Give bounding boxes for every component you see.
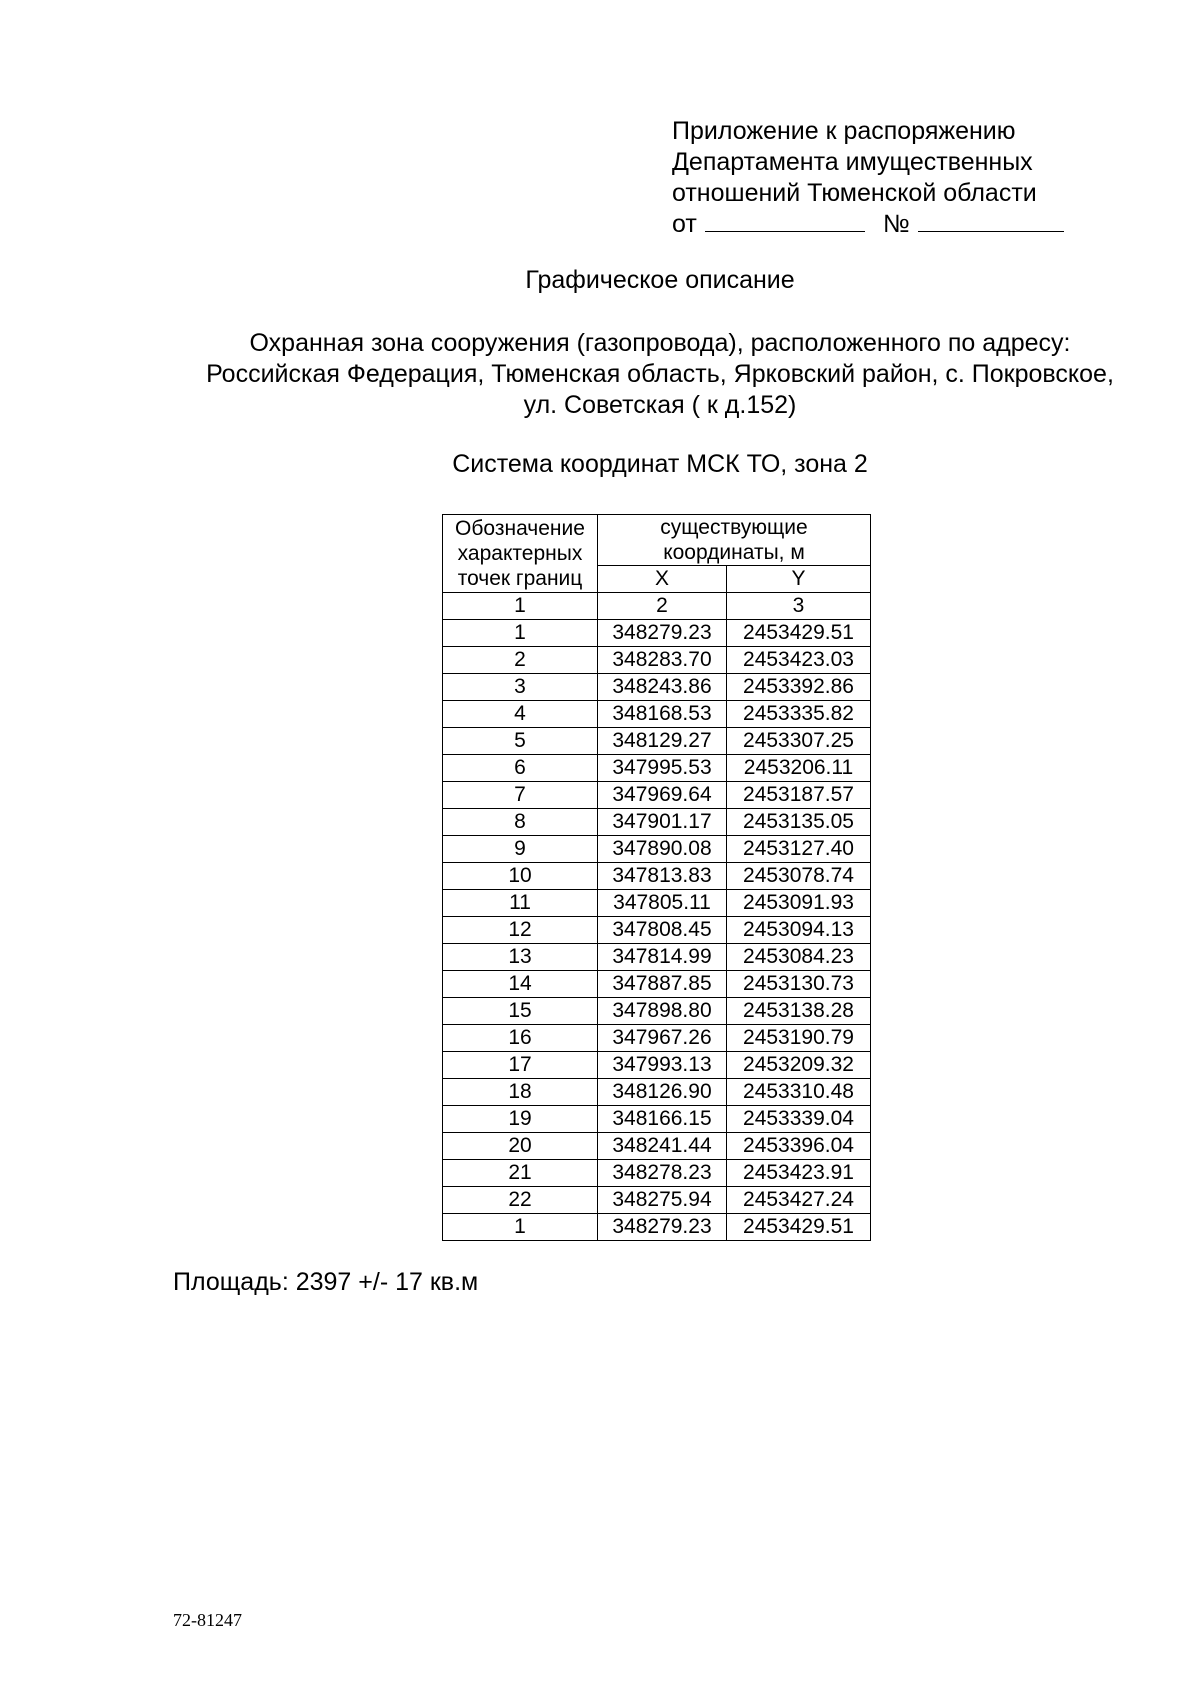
y-coordinate-cell: 2453209.32 [727,1052,871,1079]
header-point-line: характерных [457,542,583,565]
document-title: Графическое описание [525,266,795,294]
y-coordinate-cell: 2453130.73 [727,971,871,998]
y-coordinate-cell: 2453423.91 [727,1160,871,1187]
column-number: 3 [727,593,871,620]
footer-document-code: 72-81247 [173,1610,242,1630]
y-coordinate-cell: 2453392.86 [727,674,871,701]
y-coordinate-cell: 2453427.24 [727,1187,871,1214]
y-coordinate-cell: 2453206.11 [727,755,871,782]
y-coordinate-cell: 2453339.04 [727,1106,871,1133]
number-blank-field [918,209,1064,232]
table-row [443,1106,871,1133]
header-coords-line: координаты, м [663,541,805,564]
x-coordinate-cell: 347890.08 [598,836,727,863]
table-row [443,1187,871,1214]
point-number-cell: 19 [443,1106,598,1133]
table-row [443,647,871,674]
approval-block [672,116,1092,240]
x-coordinate-cell: 347814.99 [598,944,727,971]
header-existing-coordinates [598,515,871,566]
table-row [443,944,871,971]
table-row [443,863,871,890]
y-coordinate-cell: 2453078.74 [727,863,871,890]
table-header-row [443,515,871,566]
table-row [443,1079,871,1106]
y-coordinate-cell: 2453187.57 [727,782,871,809]
x-coordinate-cell: 348275.94 [598,1187,727,1214]
y-coordinate-cell: 2453127.40 [727,836,871,863]
x-coordinate-cell: 348279.23 [598,1214,727,1241]
point-number-cell: 7 [443,782,598,809]
point-number-cell: 2 [443,647,598,674]
x-coordinate-cell: 348129.27 [598,728,727,755]
x-coordinate-cell: 348168.53 [598,701,727,728]
object-line-3: ул. Советская ( к д.152) [523,391,797,419]
point-number-cell: 9 [443,836,598,863]
x-coordinate-cell: 347808.45 [598,917,727,944]
y-coordinate-cell: 2453310.48 [727,1079,871,1106]
x-coordinate-cell: 348126.90 [598,1079,727,1106]
table-row [443,674,871,701]
x-coordinate-cell: 348278.23 [598,1160,727,1187]
table-row [443,809,871,836]
table-row [443,1214,871,1241]
header-coords-line: существующие [660,516,808,539]
table-row [443,998,871,1025]
point-number-cell: 5 [443,728,598,755]
point-number-cell: 11 [443,890,598,917]
table-row [443,620,871,647]
date-blank-field [705,209,865,232]
point-number-cell: 1 [443,620,598,647]
x-coordinate-cell: 347805.11 [598,890,727,917]
point-number-cell: 3 [443,674,598,701]
y-coordinate-cell: 2453335.82 [727,701,871,728]
point-number-cell: 17 [443,1052,598,1079]
approval-from-label: от [672,210,697,238]
x-coordinate-cell: 347898.80 [598,998,727,1025]
header-y: Y [727,566,871,593]
point-number-cell: 4 [443,701,598,728]
point-number-cell: 13 [443,944,598,971]
table-row [443,1025,871,1052]
y-coordinate-cell: 2453429.51 [727,620,871,647]
approval-number-label: № [882,210,910,238]
point-number-cell: 20 [443,1133,598,1160]
header-point-line: точек границ [457,567,583,590]
point-number-cell: 15 [443,998,598,1025]
approval-date-number-line [672,209,1092,240]
x-coordinate-cell: 347887.85 [598,971,727,998]
approval-line-1: Приложение к распоряжению [672,117,1016,145]
point-number-cell: 18 [443,1079,598,1106]
x-coordinate-cell: 347969.64 [598,782,727,809]
x-coordinate-cell: 347967.26 [598,1025,727,1052]
table-row [443,890,871,917]
point-number-cell: 6 [443,755,598,782]
coordinate-system-label: Система координат МСК ТО, зона 2 [452,450,868,478]
x-coordinate-cell: 348279.23 [598,620,727,647]
x-coordinate-cell: 347813.83 [598,863,727,890]
object-description [170,328,1150,421]
header-point-line: Обозначение [455,517,585,540]
point-number-cell: 10 [443,863,598,890]
object-line-2: Российская Федерация, Тюменская область, Ярковский район, с. Покровское, [206,360,1114,388]
table-row [443,728,871,755]
y-coordinate-cell: 2453307.25 [727,728,871,755]
table-row [443,782,871,809]
y-coordinate-cell: 2453429.51 [727,1214,871,1241]
table-row [443,836,871,863]
x-coordinate-cell: 348283.70 [598,647,727,674]
x-coordinate-cell: 347901.17 [598,809,727,836]
point-number-cell: 1 [443,1214,598,1241]
table-row [443,971,871,998]
y-coordinate-cell: 2453396.04 [727,1133,871,1160]
area-value: Площадь: 2397 +/- 17 кв.м [173,1268,479,1296]
table-column-number-row [443,593,871,620]
y-coordinate-cell: 2453091.93 [727,890,871,917]
approval-line-3: отношений Тюменской области [672,179,1037,207]
header-x: X [598,566,727,593]
point-number-cell: 14 [443,971,598,998]
x-coordinate-cell: 348243.86 [598,674,727,701]
y-coordinate-cell: 2453084.23 [727,944,871,971]
y-coordinate-cell: 2453094.13 [727,917,871,944]
coordinates-table-body [443,620,871,1241]
column-number: 1 [443,593,598,620]
y-coordinate-cell: 2453138.28 [727,998,871,1025]
table-row [443,755,871,782]
object-line-1: Охранная зона сооружения (газопровода), расположенного по адресу: [249,329,1071,357]
y-coordinate-cell: 2453190.79 [727,1025,871,1052]
x-coordinate-cell: 348241.44 [598,1133,727,1160]
x-coordinate-cell: 347993.13 [598,1052,727,1079]
table-row [443,917,871,944]
y-coordinate-cell: 2453135.05 [727,809,871,836]
point-number-cell: 16 [443,1025,598,1052]
point-number-cell: 12 [443,917,598,944]
table-row [443,1133,871,1160]
point-number-cell: 21 [443,1160,598,1187]
table-row [443,1160,871,1187]
x-coordinate-cell: 347995.53 [598,755,727,782]
x-coordinate-cell: 348166.15 [598,1106,727,1133]
table-row [443,1052,871,1079]
column-number: 2 [598,593,727,620]
coordinates-table [442,514,871,1241]
header-point-designation [443,515,598,593]
approval-line-2: Департамента имущественных [672,148,1033,176]
y-coordinate-cell: 2453423.03 [727,647,871,674]
point-number-cell: 8 [443,809,598,836]
table-row [443,701,871,728]
point-number-cell: 22 [443,1187,598,1214]
